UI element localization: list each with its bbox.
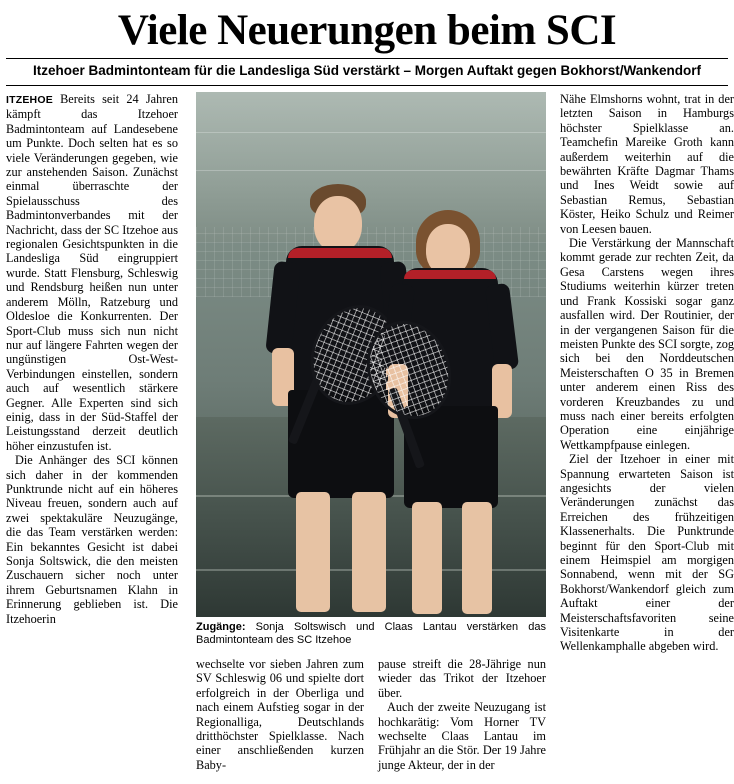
text-column-1 [6,92,178,626]
text-column-3 [378,657,546,772]
article-body [6,92,734,772]
player-right [382,210,528,617]
leg-left [412,502,442,614]
dateline: ITZEHOE [6,94,53,106]
article-photo-block [196,92,546,647]
article-photo [196,92,546,617]
leg-right [462,502,492,614]
paragraph-text: Bereits seit 24 Jahren kämpft das Itzehoer Badmintonteam auf Landesebene um Punkte. Doch selten hat es so viele Veränderungen gegeben, wie zur anstehenden Saison. Zunächst einmal überraschte der Spielausschuss des Badmintonverbandes mit der Nachricht, dass der SC Itzehoe aus regionalen Gesichtspunkten in die Landesliga Süd eingruppiert wurde. Statt Flensburg, Schleswig und Rendsburg heißen nun unter anderem Mölln, Ratzeburg und Oldesloe die Konkurrenten. Der Sport-Club muss sich nun nicht nur auf längere Fahrten wegen der ungünstigen Ost-West-Verbindungen einstellen, sondern auch auf wesentlich stärkere Gegner. Alle Experten sind sich einig, dass in der Süd-Staffel der Leistungsstand derzeit deutlich höher einzustufen ist. [6,92,178,453]
paragraph: pause streift die 28-Jährige nun wieder das Trikot der Itzehoer über. [378,657,546,700]
paragraph: wechselte vor sieben Jahren zum SV Schleswig 06 und spielte dort erfolgreich in der Oberliga und nach einem Aufstieg sogar in der Regionalliga, Deutschlands dritthöchster Spielklasse. Nach einer anschließenden kurzen Baby- [196,657,364,772]
newspaper-page [0,8,734,784]
jersey-trim [288,248,392,258]
paragraph: Auch der zweite Neuzugang ist hochkarätig: Vom Horner TV wechselte Claas Lantau im Frühjahr an die Stör. Der 19 Jahre junge Akteur, der in der [378,700,546,772]
paragraph [6,92,178,453]
jersey-trim [404,270,496,279]
caption-text: Sonja Soltswisch und Claas Lantau verstärken das Badmintonteam des SC Itzehoe [196,621,546,646]
leg-right [352,492,386,612]
paragraph: Ziel der Itzehoer in einer mit Spannung erwarteten Saison ist angesichts der vielen Veränderungen zunächst das Erreichen des frühzeitigen Klassenerhalts. Die Punktrunde beginnt für den Sport-Club mit einem Heimspiel am morgigen Sonnabend, wenn mit der SG Bokhorst/Wankendorf gleich zum Auftakt einer der Meisterschaftsfavoriten seine Visitenkarte in der Wellenkamphalle abgeben wird. [560,452,734,654]
head [314,196,362,252]
paragraph: Die Anhänger des SCI können sich daher in der kommenden Punktrunde nicht auf ein höheres Niveau freuen, sondern auch auf zwei spektakuläre Neuzugänge, die das Team verstärken werden: Ein bekanntes Gesicht ist dabei Sonja Soltswick, die den meisten Zuschauern sicher noch unter ihrem Geburtsnamen Klahn in Erinnerung geblieben ist. Die Itzehoerin [6,453,178,626]
divider-under-subhead [6,85,728,86]
page-title: Viele Neuerungen beim SCI [117,7,617,54]
wall-line [196,132,546,133]
article-subhead: Itzehoer Badmintonteam für die Landesliga Süd verstärkt – Morgen Auftakt gegen Bokhorst/Wankendorf [32,63,702,78]
photo-caption [196,621,546,647]
paragraph: Nähe Elmshorns wohnt, trat in der letzten Saison in Hamburgs höchster Spielklasse an. Teamchefin Mareike Groth kann außerdem weiterhin auf die bewährten Kräfte Dagmar Thams und Ines Weidt sowie auf Sebastian Remus, Sebastian Köster, Heiko Schulz und Reimer von Leesen bauen. [560,92,734,236]
text-column-4 [560,92,734,654]
text-column-2 [196,657,364,772]
caption-lead: Zugänge: [196,621,246,633]
leg-left [296,492,330,612]
paragraph: Die Verstärkung der Mannschaft kommt gerade zur rechten Zeit, da Gesa Carstens wegen ihres Studiums weiterhin kürzer treten und Frank Kossiski sogar ganz ausfallen wird. Der Routinier, der in der vergangenen Saison für die meisten Punkte des SCI sorgte, zog sich bei den Norddeutschen Meisterschaften O 35 in Bremen unter anderem einen Riss des vorderen Kreuzbandes zu und muss nach einer bereits erfolgten Operation eine einjährige Wettkampfpause einlegen. [560,236,734,452]
wall-line [196,170,546,171]
divider-top [6,58,728,59]
